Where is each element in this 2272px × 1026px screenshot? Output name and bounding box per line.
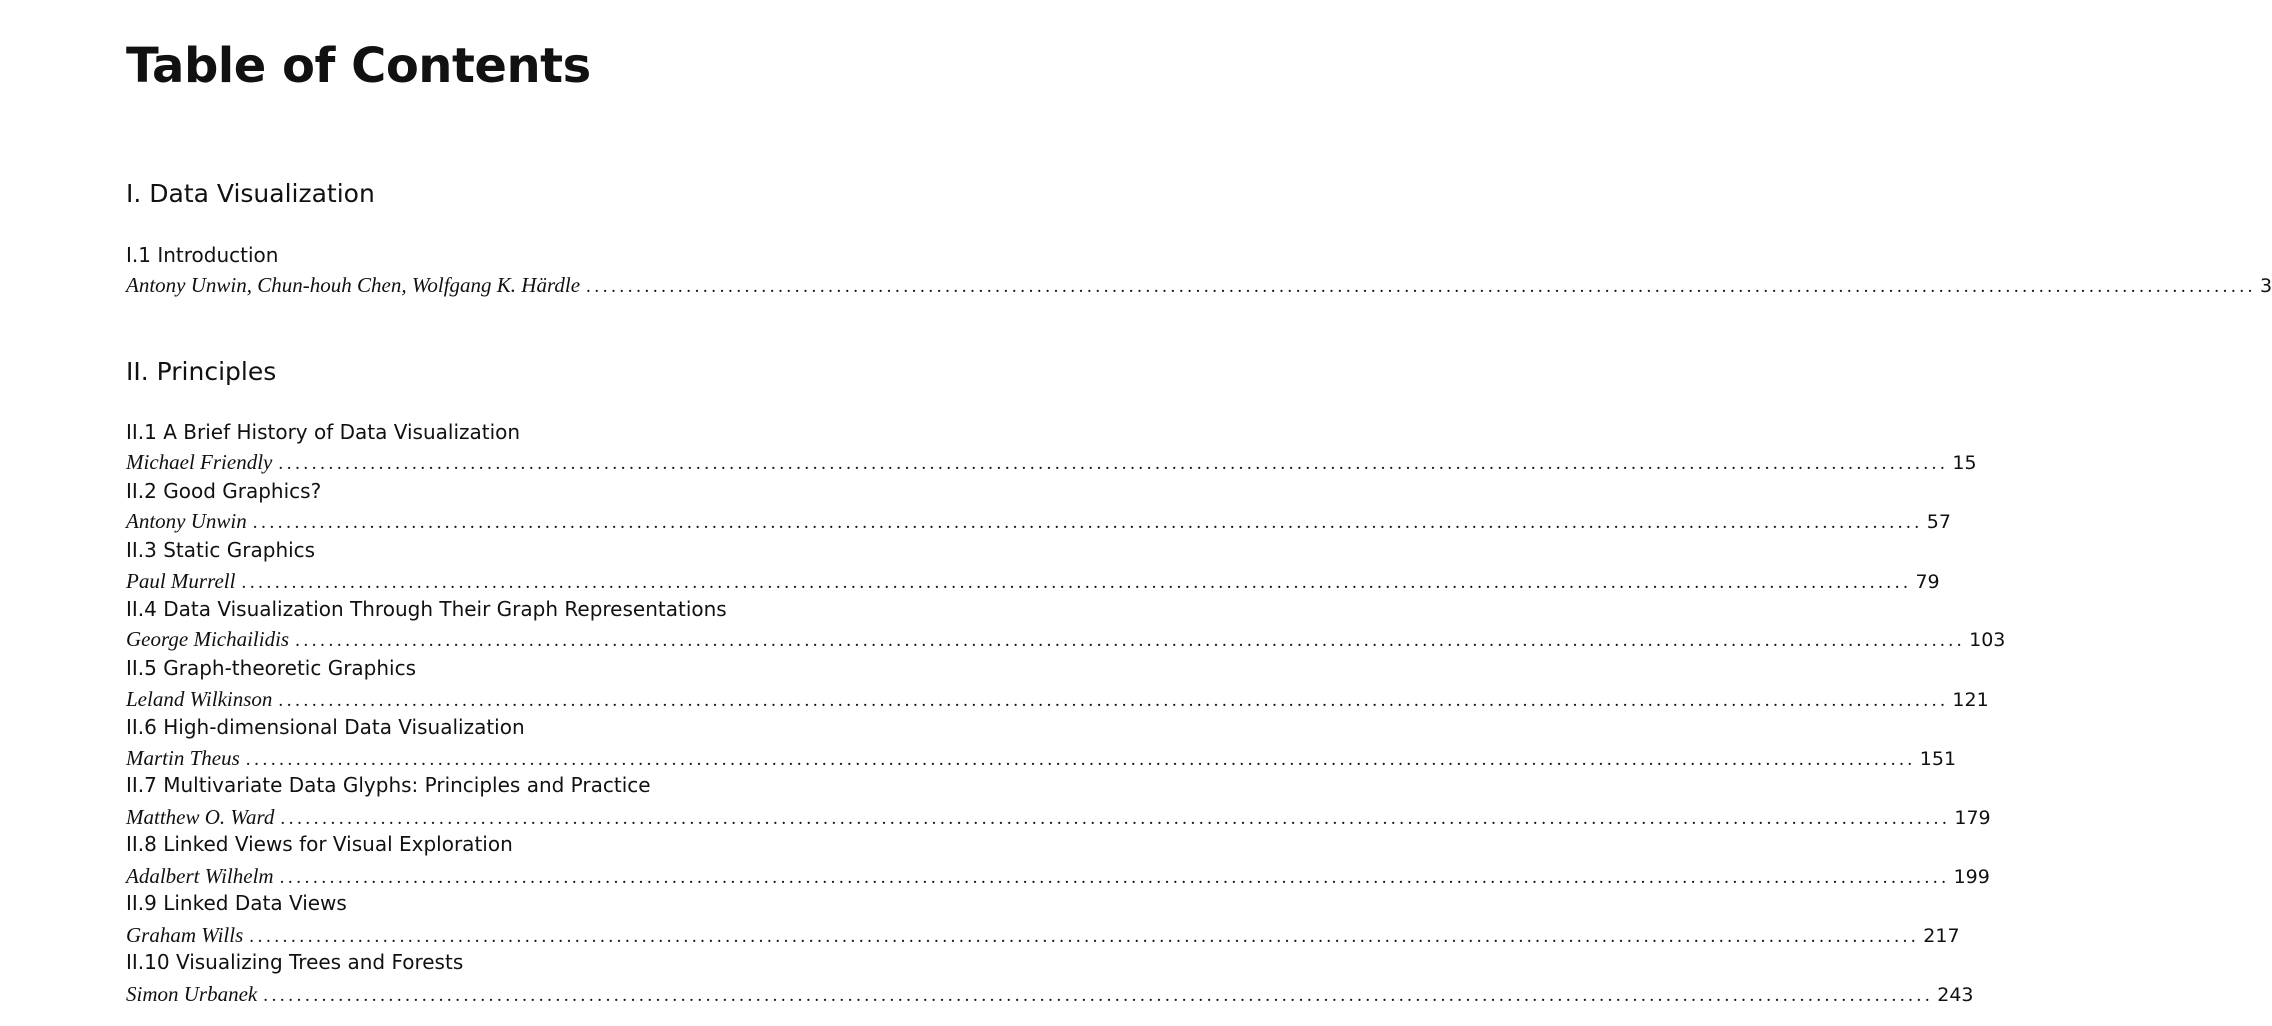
chapter-author-row	[126, 507, 1951, 535]
leader-dots: ........................................................................................................................................................................................................	[295, 630, 1966, 651]
chapter-page-number: 243	[1937, 984, 1974, 1006]
chapter-page-number: 151	[1919, 748, 1957, 770]
leader-dots: ........................................................................................................................................................................................................	[280, 808, 1951, 829]
chapter-author-row	[126, 271, 2272, 299]
chapter-title: II.2 Good Graphics?	[126, 479, 322, 503]
leader-dots: ........................................................................................................................................................................................................	[278, 690, 1949, 711]
chapter-author-row	[126, 685, 1989, 713]
chapter-page-number: 179	[1954, 807, 1991, 829]
chapter-title: II.8 Linked Views for Visual Exploration	[126, 832, 513, 856]
chapter-authors: Graham Wills	[126, 923, 244, 947]
chapter-page-number: 15	[1952, 452, 1977, 474]
chapter-title: II.5 Graph-theoretic Graphics	[126, 656, 417, 680]
chapter-authors: Antony Unwin, Chun-houh Chen, Wolfgang K. Härdle	[126, 273, 581, 297]
chapter-author-row	[126, 803, 1991, 831]
chapter-page-number: 57	[1926, 511, 1951, 533]
chapter-author-row	[126, 448, 1977, 476]
leader-dots: ........................................................................................................................................................................................................	[241, 572, 1912, 593]
chapter-authors: Michael Friendly	[126, 450, 273, 474]
chapter-authors: Leland Wilkinson	[126, 687, 273, 711]
chapter-authors: Adalbert Wilhelm	[126, 864, 274, 888]
leader-dots: ........................................................................................................................................................................................................	[249, 926, 1920, 947]
chapter-title: II.7 Multivariate Data Glyphs: Principles and Practice	[126, 773, 651, 797]
part-heading-data-visualization: I. Data Visualization	[126, 179, 375, 208]
part-heading-principles: II. Principles	[126, 357, 277, 386]
page-title: Table of Contents	[126, 38, 591, 94]
chapter-author-row	[126, 625, 2006, 653]
chapter-authors: Paul Murrell	[126, 569, 236, 593]
chapter-title: II.4 Data Visualization Through Their Graph Representations	[126, 597, 727, 621]
chapter-authors: Martin Theus	[126, 746, 240, 770]
chapter-title: II.1 A Brief History of Data Visualization	[126, 420, 521, 444]
chapter-author-row	[126, 980, 1974, 1008]
chapter-title: II.6 High-dimensional Data Visualization	[126, 715, 525, 739]
chapter-author-row	[126, 744, 1957, 772]
chapter-title: II.10 Visualizing Trees and Forests	[126, 950, 464, 974]
chapter-title: II.9 Linked Data Views	[126, 891, 347, 915]
chapter-author-row	[126, 921, 1960, 949]
leader-dots: ........................................................................................................................................................................................................	[586, 276, 2257, 297]
chapter-authors: George Michailidis	[126, 627, 290, 651]
chapter-author-row	[126, 862, 1990, 890]
chapter-authors: Matthew O. Ward	[126, 805, 275, 829]
chapter-title: I.1 Introduction	[126, 243, 279, 267]
leader-dots: ........................................................................................................................................................................................................	[263, 985, 1934, 1006]
leader-dots: ........................................................................................................................................................................................................	[278, 453, 1949, 474]
leader-dots: ........................................................................................................................................................................................................	[252, 512, 1923, 533]
leader-dots: ........................................................................................................................................................................................................	[245, 749, 1916, 770]
chapter-page-number: 103	[1969, 629, 2006, 651]
chapter-page-number: 79	[1915, 571, 1940, 593]
chapter-authors: Simon Urbanek	[126, 982, 258, 1006]
chapter-page-number: 121	[1952, 689, 1989, 711]
chapter-author-row	[126, 567, 1940, 595]
chapter-page-number: 3	[2260, 275, 2272, 297]
leader-dots: ........................................................................................................................................................................................................	[279, 867, 1950, 888]
chapter-title: II.3 Static Graphics	[126, 538, 316, 562]
chapter-authors: Antony Unwin	[126, 509, 247, 533]
chapter-page-number: 217	[1923, 925, 1960, 947]
chapter-page-number: 199	[1953, 866, 1990, 888]
